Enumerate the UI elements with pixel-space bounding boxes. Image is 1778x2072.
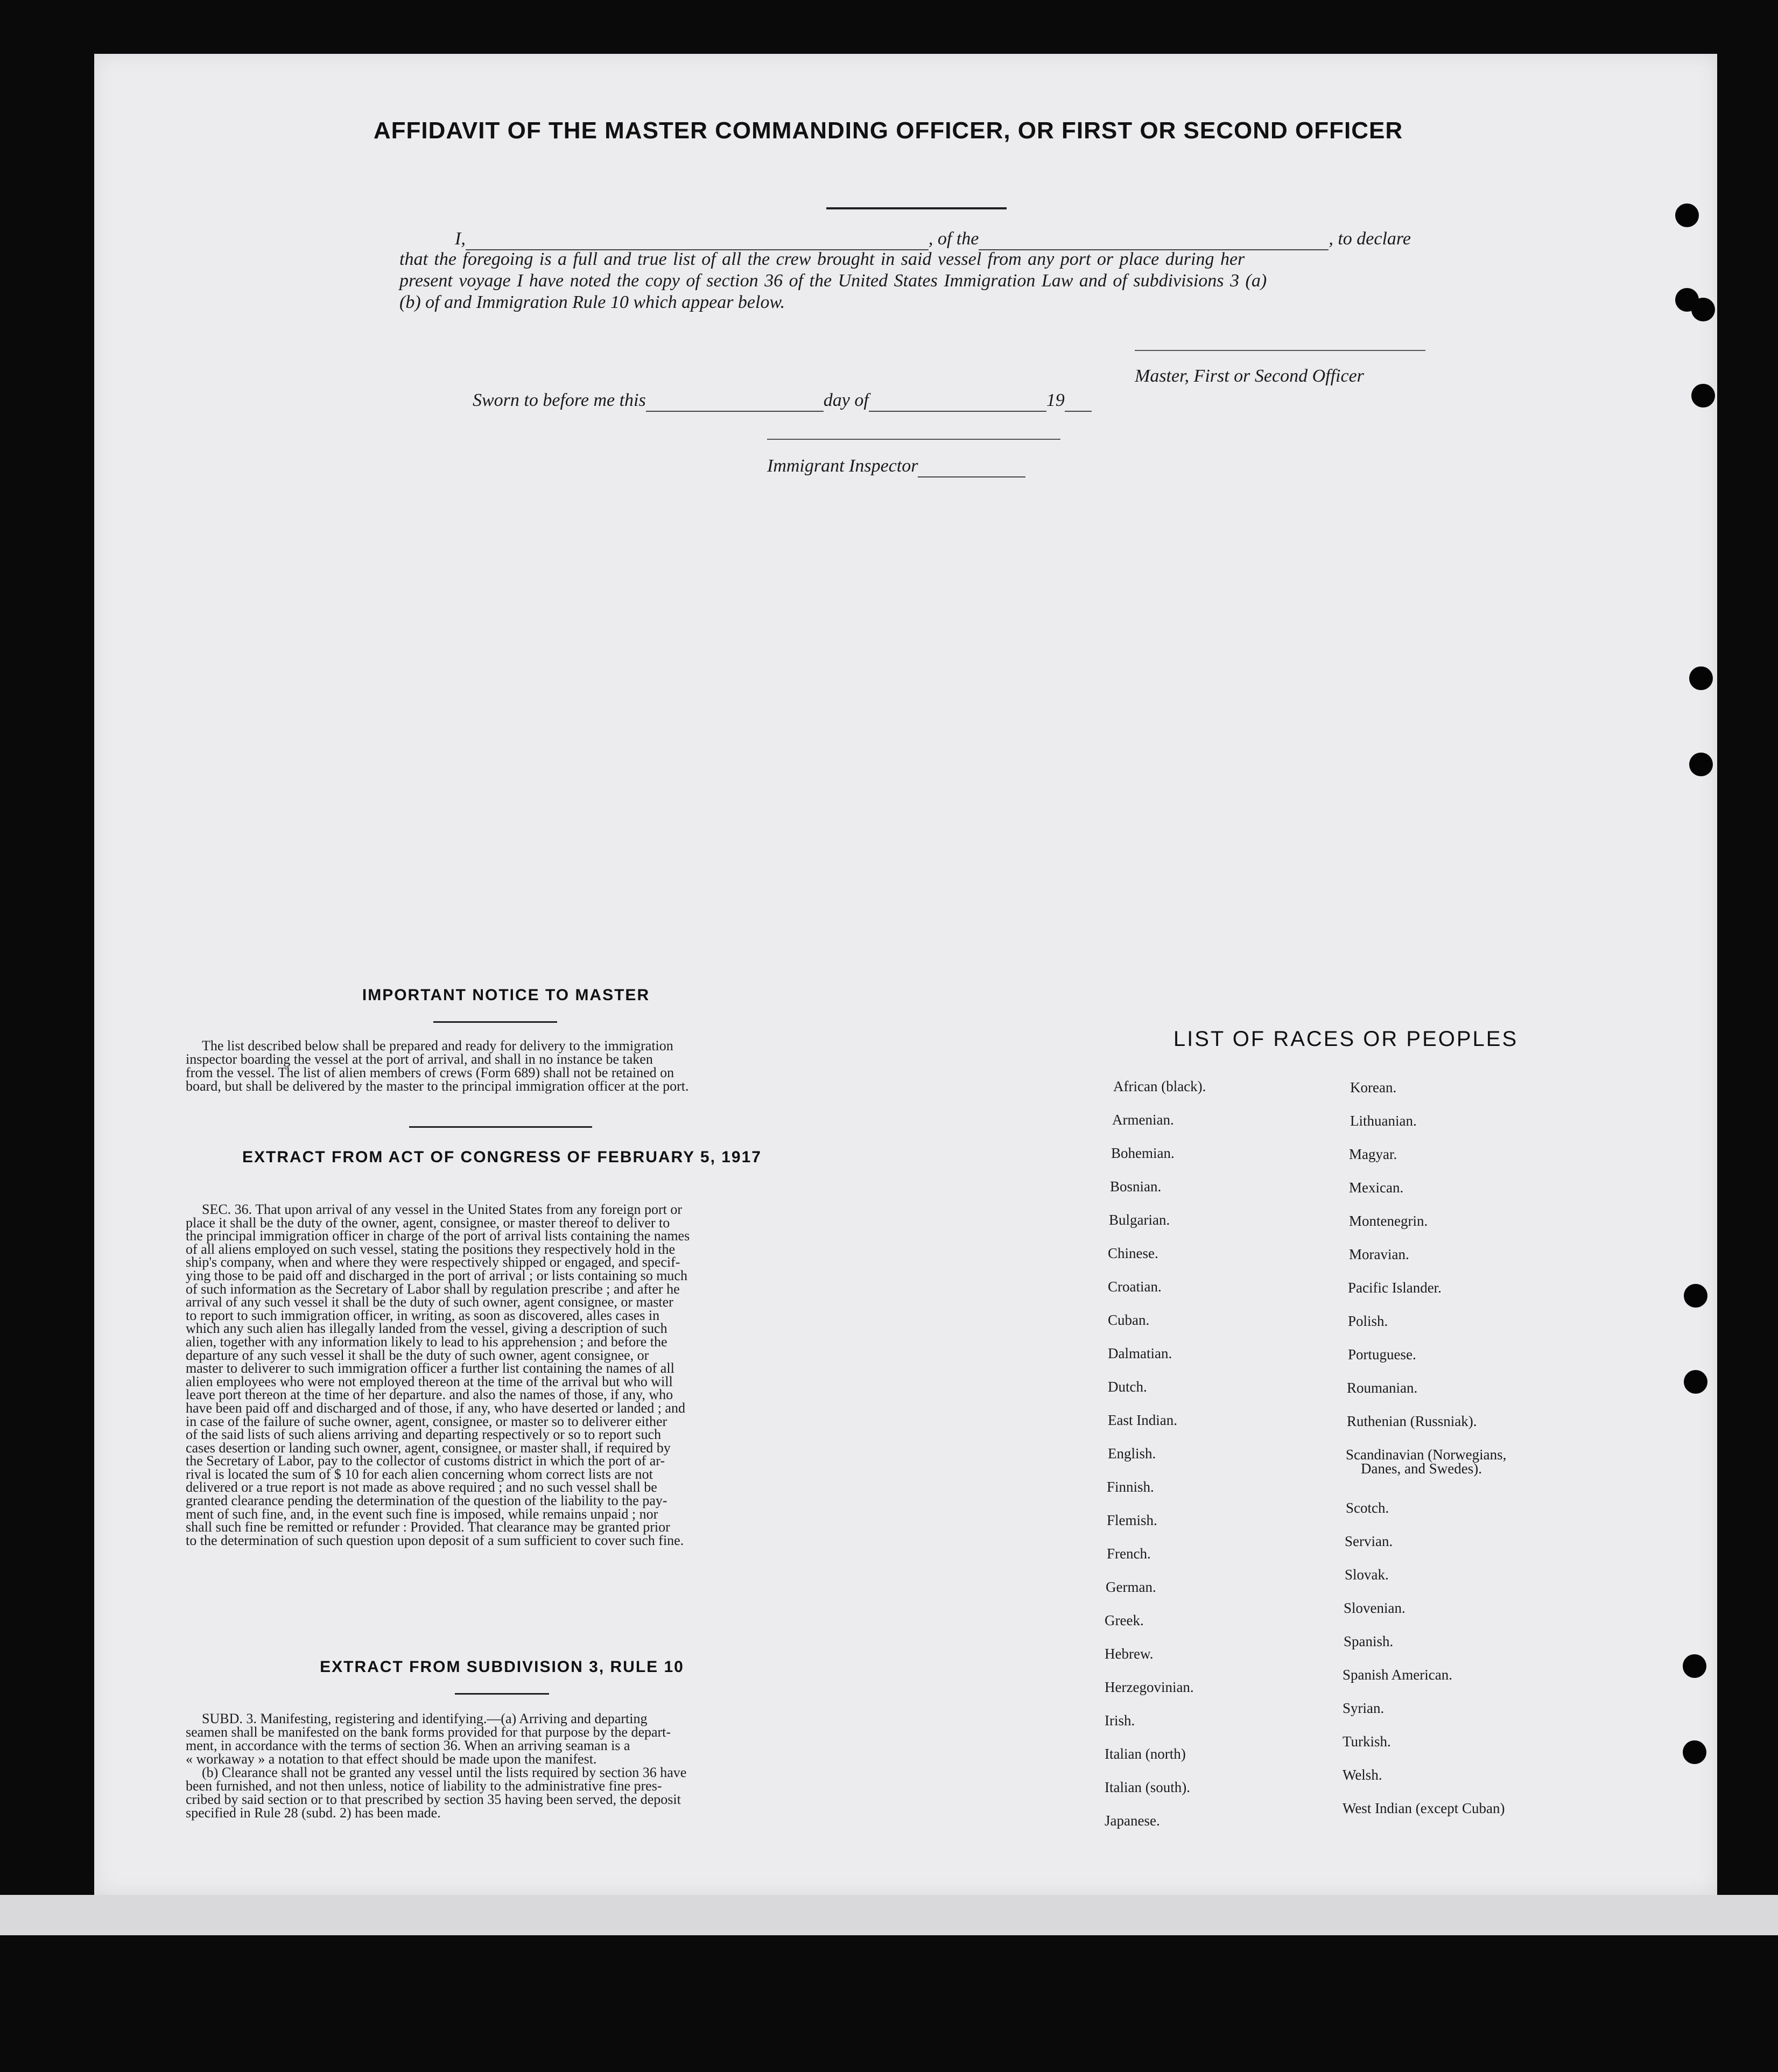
race-item: Dalmatian.: [1108, 1345, 1172, 1361]
race-item: Lithuanian.: [1350, 1113, 1417, 1129]
affidavit-line-2: that the foregoing is a full and true list of all the crew brought in said vessel from any port or place during her: [399, 249, 1245, 269]
act-line: SEC. 36. That upon arrival of any vessel in the United States from any foreign port or: [202, 1202, 682, 1217]
affidavit-i: I,: [455, 229, 466, 249]
race-item: Syrian.: [1343, 1700, 1385, 1716]
race-item: West Indian (except Cuban): [1343, 1800, 1505, 1816]
act-line: the Secretary of Labor, pay to the collector of customs district in which the port of ar-: [186, 1453, 665, 1469]
race-item: Slovenian.: [1344, 1600, 1405, 1616]
race-item: Magyar.: [1349, 1146, 1397, 1162]
rule-line: SUBD. 3. Manifesting, registering and identifying.—(a) Arriving and departing: [202, 1711, 648, 1726]
race-item: Cuban.: [1108, 1312, 1150, 1328]
year-field[interactable]: [1065, 390, 1092, 412]
notice-line: from the vessel. The list of alien members of crews (Form 689) shall not be retained on: [186, 1065, 674, 1080]
inspector-label-text: Immigrant Inspector: [767, 456, 918, 476]
act-line: of such information as the Secretary of Labor shall by regulation prescribe ; and after he: [186, 1281, 680, 1297]
title-underline: [826, 207, 1007, 209]
punch-hole: [1691, 384, 1715, 408]
notice-underline: [433, 1021, 557, 1023]
punch-hole: [1689, 753, 1713, 776]
act-line: departure of any such vessel it shall be the duty of such owner, agent consignee, or: [186, 1347, 649, 1363]
act-line: leave port thereon at the time of her departure. and also the names of those, if any, who: [186, 1387, 673, 1403]
master-label: Master, First or Second Officer: [1135, 366, 1364, 386]
act-line: ying those to be paid off and discharged in the port of arrival ; or lists containing so much: [186, 1267, 687, 1283]
punch-hole: [1684, 1284, 1707, 1308]
inspector-label: [767, 456, 1025, 477]
rule-text: [186, 1712, 818, 1820]
race-item: Croatian.: [1108, 1279, 1162, 1295]
act-line: delivered or a true report is not made as above required ; and no such vessel shall be: [186, 1479, 657, 1495]
punch-hole: [1683, 1740, 1706, 1764]
act-line: master to deliverer to such immigration officer a further list containing the names of all: [186, 1360, 674, 1376]
act-heading: EXTRACT FROM ACT OF CONGRESS OF FEBRUARY 5, 1917: [242, 1148, 762, 1166]
act-line: place it shall be the duty of the owner, agent, consignee, or master thereof to deliver to: [186, 1214, 670, 1231]
race-item: Servian.: [1345, 1533, 1393, 1549]
race-item: German.: [1106, 1579, 1156, 1595]
race-item: Irish.: [1105, 1712, 1135, 1729]
year-label: 19: [1046, 390, 1065, 410]
race-item: Montenegrin.: [1349, 1213, 1428, 1229]
act-line: of all aliens employed on such vessel, stating the positions they respectively hold in the: [186, 1241, 676, 1257]
document-page: [94, 54, 1717, 1895]
race-item: Bosnian.: [1110, 1178, 1162, 1195]
rule-line: been furnished, and not then unless, notice of liability to the administrative fine pres-: [186, 1778, 662, 1794]
notice-heading: IMPORTANT NOTICE TO MASTER: [362, 986, 650, 1004]
sworn-line: [473, 390, 1092, 412]
act-line: of the said lists of such aliens arriving and departing respectively or so to report such: [186, 1427, 662, 1443]
race-item: Polish.: [1348, 1313, 1388, 1329]
race-item: Roumanian.: [1347, 1380, 1418, 1396]
race-item: Moravian.: [1349, 1246, 1409, 1262]
rule-heading: EXTRACT FROM SUBDIVISION 3, RULE 10: [320, 1658, 684, 1676]
race-item: Dutch.: [1108, 1379, 1147, 1395]
race-item: Spanish.: [1344, 1633, 1394, 1649]
act-line: in case of the failure of suche owner, agent, consignee, or master so to deliverer either: [186, 1413, 667, 1429]
act-line: cases desertion or landing such owner, agent, consignee, or master shall, if required by: [186, 1439, 671, 1456]
race-item: Portuguese.: [1348, 1346, 1416, 1362]
rule-line: cribed by said section or to that prescribed by section 35 having been served, the deposit: [186, 1792, 681, 1807]
act-line: shall such fine be remitted or refunder : Provided. That clearance may be granted prior: [186, 1519, 670, 1535]
punch-hole: [1689, 666, 1713, 690]
race-item: Japanese.: [1105, 1813, 1160, 1829]
rule-line: ment, in accordance with the terms of section 36. When an arriving seaman is a: [186, 1738, 630, 1753]
race-item: Scotch.: [1346, 1500, 1389, 1516]
race-item: Hebrew.: [1105, 1646, 1154, 1662]
affidavit-line-3: present voyage I have noted the copy of section 36 of the United States Immigration Law and of subdivisions 3 (a): [399, 271, 1267, 291]
race-item: Pacific Islander.: [1348, 1280, 1442, 1296]
race-item: Armenian.: [1112, 1112, 1174, 1128]
rule-line: specified in Rule 28 (subd. 2) has been made.: [186, 1805, 441, 1821]
sworn-date-field[interactable]: [646, 390, 824, 412]
affidavit-title: AFFIDAVIT OF THE MASTER COMMANDING OFFICER, OR FIRST OR SECOND OFFICER: [373, 117, 1403, 144]
bottom-strip: [0, 1895, 1778, 1935]
race-item: Bulgarian.: [1109, 1212, 1170, 1228]
race-item: Chinese.: [1108, 1245, 1158, 1261]
act-line: granted clearance pending the determination of the question of the liability to the pay-: [186, 1493, 667, 1509]
affidavit-line-4: (b) of and Immigration Rule 10 which appear below.: [399, 292, 785, 312]
race-item: Italian (south).: [1105, 1779, 1190, 1795]
day-of-label: day of: [823, 390, 869, 410]
race-item: African (black).: [1113, 1078, 1206, 1094]
race-item: Italian (north): [1105, 1746, 1186, 1762]
rule-line: seamen shall be manifested on the bank forms provided for that purpose by the depart-: [186, 1724, 671, 1740]
notice-divider: [409, 1126, 592, 1128]
notice-line: The list described below shall be prepared and ready for delivery to the immigration: [202, 1038, 673, 1053]
rule-line: « workaway » a notation to that effect should be made upon the manifest.: [186, 1751, 597, 1767]
race-item: Danes, and Swedes).: [1361, 1460, 1482, 1477]
act-text: [186, 1203, 818, 1547]
race-item: Mexican.: [1349, 1179, 1404, 1196]
rule-line: (b) Clearance shall not be granted any vessel until the lists required by section 36 have: [202, 1765, 687, 1780]
act-line: have been paid off and discharged and of those, if any, who have deserted or landed ; and: [186, 1400, 685, 1416]
sworn-before-label: Sworn to before me this: [473, 390, 646, 410]
punch-hole: [1683, 1654, 1706, 1678]
race-item: Flemish.: [1107, 1512, 1157, 1528]
race-item: French.: [1107, 1546, 1151, 1562]
month-field[interactable]: [869, 390, 1046, 412]
name-field[interactable]: [466, 229, 929, 250]
vessel-field[interactable]: [979, 229, 1329, 250]
notice-text: [186, 1039, 818, 1093]
act-line: to report to such immigration officer, in writing, as soon as discovered, alles cases in: [186, 1307, 660, 1323]
act-line: to the determination of such question upon deposit of a sum sufficient to cover such fine.: [186, 1532, 684, 1548]
act-line: alien employees who were not employed thereon at the time of the arrival but who will: [186, 1373, 673, 1389]
affidavit-to-declare: , to declare: [1329, 229, 1411, 249]
inspector-signature-line[interactable]: [767, 439, 1060, 440]
act-line: which any such alien has illegally landed from the vessel, giving a description of such: [186, 1321, 667, 1337]
race-item: Herzegovinian.: [1105, 1679, 1194, 1695]
races-heading: LIST OF RACES OR PEOPLES: [1173, 1027, 1519, 1051]
affidavit-of-the: , of the: [928, 229, 979, 249]
act-line: ship's company, when and where they were respectively shipped or engaged, and specif-: [186, 1254, 680, 1270]
punch-hole: [1691, 298, 1715, 321]
race-item: English.: [1108, 1445, 1156, 1462]
race-item: Scandinavian (Norwegians,: [1346, 1446, 1507, 1463]
act-line: rival is located the sum of $ 10 for each alien concerning whom correct lists are not: [186, 1466, 653, 1482]
race-item: Bohemian.: [1111, 1145, 1175, 1161]
act-line: ment of such fine, and, in the event such fine is imposed, while remains unpaid ; nor: [186, 1506, 658, 1522]
punch-hole: [1684, 1370, 1707, 1394]
punch-hole: [1675, 203, 1699, 227]
notice-line: inspector boarding the vessel at the port of arrival, and shall in no instance be taken: [186, 1051, 653, 1067]
act-line: arrival of any such vessel it shall be the duty of such owner, agent consignee, or master: [186, 1294, 673, 1310]
act-line: alien, together with any information likely to lead to his apprehension ; and before the: [186, 1333, 667, 1350]
race-item: Slovak.: [1345, 1567, 1389, 1583]
act-line: the principal immigration officer in charge of the port of arrival lists containing the names: [186, 1228, 690, 1244]
race-item: Spanish American.: [1343, 1667, 1452, 1683]
race-item: Ruthenian (Russniak).: [1347, 1413, 1477, 1429]
rule-underline: [455, 1693, 549, 1695]
race-item: Greek.: [1105, 1612, 1144, 1628]
race-item: East Indian.: [1108, 1412, 1177, 1428]
race-item: Welsh.: [1343, 1767, 1382, 1783]
race-item: Turkish.: [1343, 1733, 1391, 1750]
notice-line: board, but shall be delivered by the master to the principal immigration officer at the port.: [186, 1078, 689, 1094]
race-item: Korean.: [1350, 1079, 1397, 1095]
race-item: Finnish.: [1107, 1479, 1154, 1495]
master-signature-line[interactable]: [1135, 350, 1425, 351]
inspector-label-underline: [918, 456, 1025, 477]
affidavit-line-1: [455, 229, 1411, 250]
